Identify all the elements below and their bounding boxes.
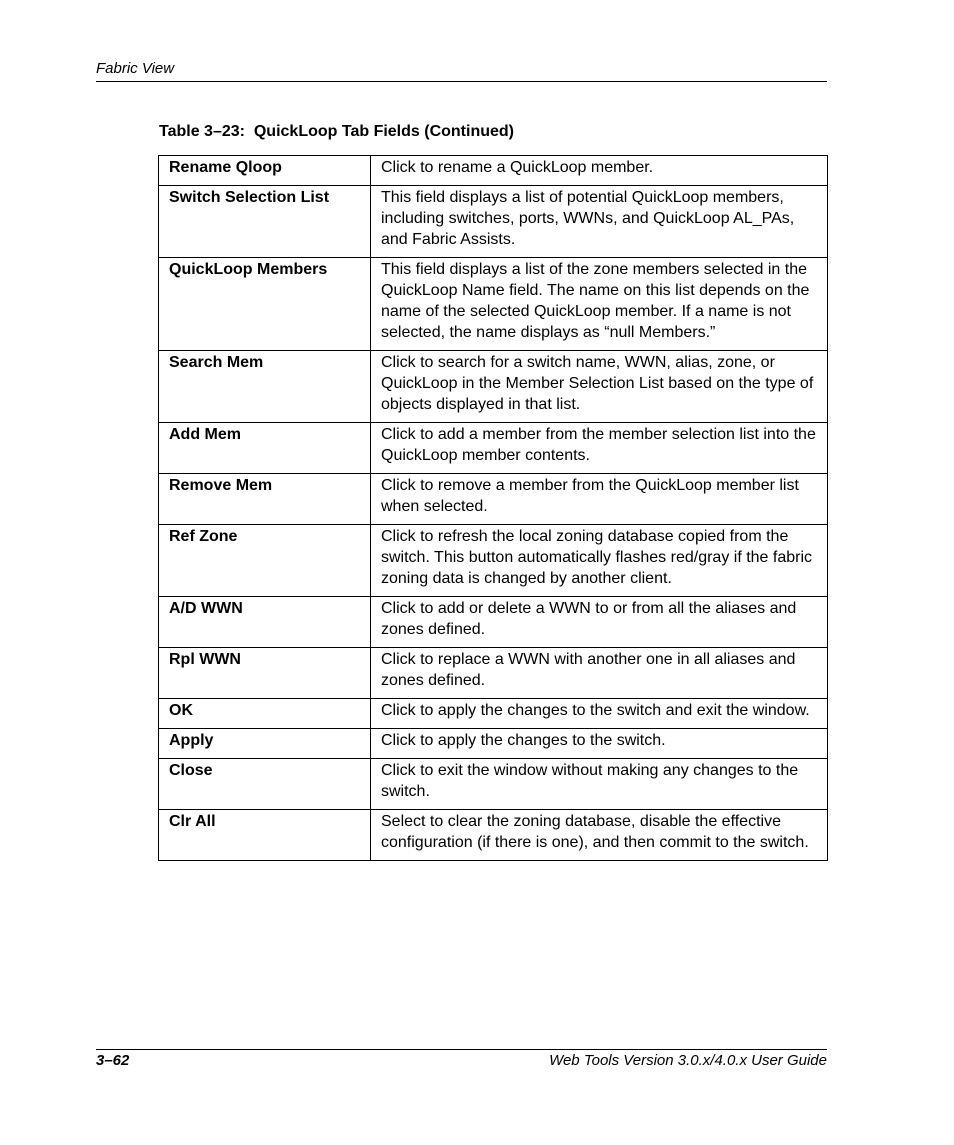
table-row xyxy=(159,525,828,597)
table-row xyxy=(159,186,828,258)
table-row xyxy=(159,423,828,474)
field-description: Select to clear the zoning database, disable the effective configuration (if there is one), and then commit to the switch. xyxy=(371,810,828,861)
field-description: Click to apply the changes to the switch. xyxy=(371,729,828,759)
field-description: Click to add or delete a WWN to or from all the aliases and zones defined. xyxy=(371,597,828,648)
field-name: Rename Qloop xyxy=(159,156,371,186)
table-row xyxy=(159,351,828,423)
field-description: Click to rename a QuickLoop member. xyxy=(371,156,828,186)
field-name: Apply xyxy=(159,729,371,759)
field-name: Close xyxy=(159,759,371,810)
footer-rule xyxy=(96,1049,827,1050)
running-header: Fabric View xyxy=(96,60,175,77)
field-name: Search Mem xyxy=(159,351,371,423)
table-row xyxy=(159,729,828,759)
field-description: This field displays a list of potential QuickLoop members, including switches, ports, WWNs, and QuickLoop AL_PAs, and Fabric Assists. xyxy=(371,186,828,258)
table-caption: Table 3–23: QuickLoop Tab Fields (Continued) xyxy=(159,123,514,140)
field-description: Click to apply the changes to the switch and exit the window. xyxy=(371,699,828,729)
table-row xyxy=(159,597,828,648)
table-row xyxy=(159,474,828,525)
field-description: Click to search for a switch name, WWN, alias, zone, or QuickLoop in the Member Selection List based on the type of objects displayed in that list. xyxy=(371,351,828,423)
field-description: This field displays a list of the zone members selected in the QuickLoop Name field. The name on this list depends on the name of the selected QuickLoop member. If a name is not selected, the name displays as “null Members.” xyxy=(371,258,828,351)
table-row xyxy=(159,810,828,861)
field-description: Click to remove a member from the QuickLoop member list when selected. xyxy=(371,474,828,525)
field-name: Ref Zone xyxy=(159,525,371,597)
field-name: A/D WWN xyxy=(159,597,371,648)
header-rule xyxy=(96,81,827,82)
document-title: Web Tools Version 3.0.x/4.0.x User Guide xyxy=(549,1052,827,1069)
page-number: 3–62 xyxy=(96,1052,130,1069)
field-name: QuickLoop Members xyxy=(159,258,371,351)
field-description: Click to replace a WWN with another one in all aliases and zones defined. xyxy=(371,648,828,699)
table-row xyxy=(159,258,828,351)
table-row xyxy=(159,156,828,186)
fields-table xyxy=(158,155,828,861)
field-name: Remove Mem xyxy=(159,474,371,525)
field-name: OK xyxy=(159,699,371,729)
field-description: Click to add a member from the member selection list into the QuickLoop member contents. xyxy=(371,423,828,474)
field-description: Click to exit the window without making any changes to the switch. xyxy=(371,759,828,810)
field-name: Add Mem xyxy=(159,423,371,474)
field-name: Rpl WWN xyxy=(159,648,371,699)
field-description: Click to refresh the local zoning database copied from the switch. This button automatically flashes red/gray if the fabric zoning data is changed by another client. xyxy=(371,525,828,597)
table-row xyxy=(159,699,828,729)
field-name: Switch Selection List xyxy=(159,186,371,258)
table-row xyxy=(159,648,828,699)
table-row xyxy=(159,759,828,810)
field-name: Clr All xyxy=(159,810,371,861)
